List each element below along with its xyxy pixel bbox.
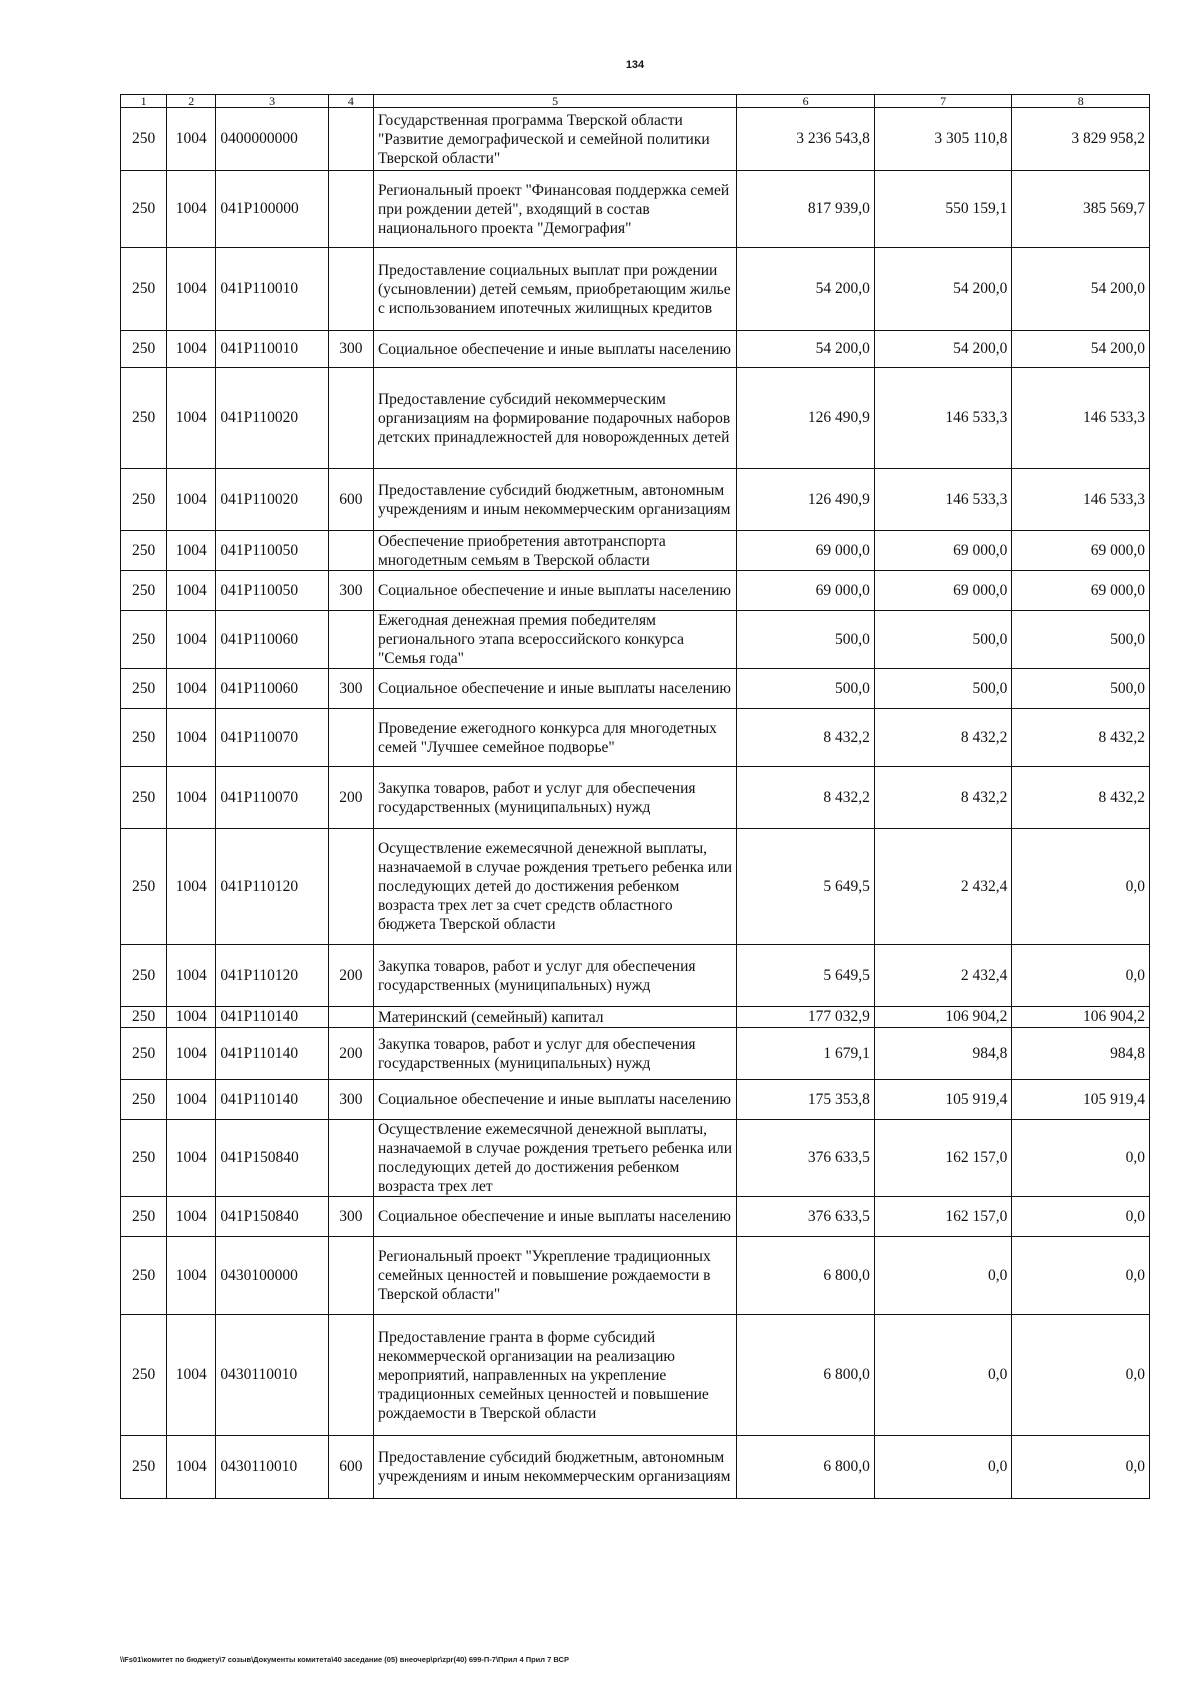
expense-type-cell: 200 xyxy=(328,945,373,1007)
table-row xyxy=(121,1436,1150,1499)
description-cell: Осуществление ежемесячной денежной выплаты, назначаемой в случае рождения третьего ребенка или последующих детей до достижения ребенком возраста трех лет xyxy=(373,1120,736,1197)
amount-2026-cell: 105 919,4 xyxy=(874,1080,1012,1120)
target-article-cell: 041P110120 xyxy=(216,829,328,945)
account-code-cell: 250 xyxy=(121,1315,167,1436)
table-row xyxy=(121,368,1150,469)
amount-2026-cell: 3 305 110,8 xyxy=(874,108,1012,171)
section-code-cell: 1004 xyxy=(167,767,216,829)
account-code-cell: 250 xyxy=(121,1028,167,1080)
table-row xyxy=(121,331,1150,368)
target-article-cell: 0430100000 xyxy=(216,1237,328,1315)
amount-2025-cell: 69 000,0 xyxy=(737,571,875,611)
table-row xyxy=(121,248,1150,331)
target-article-cell: 041P110070 xyxy=(216,709,328,767)
column-header: 7 xyxy=(874,95,1012,108)
section-code-cell: 1004 xyxy=(167,331,216,368)
column-header: 4 xyxy=(328,95,373,108)
table-row xyxy=(121,767,1150,829)
target-article-cell: 041P150840 xyxy=(216,1197,328,1237)
table-row xyxy=(121,1007,1150,1028)
section-code-cell: 1004 xyxy=(167,469,216,531)
table-row xyxy=(121,669,1150,709)
expense-type-cell xyxy=(328,171,373,248)
amount-2027-cell: 0,0 xyxy=(1012,945,1150,1007)
amount-2026-cell: 162 157,0 xyxy=(874,1197,1012,1237)
section-code-cell: 1004 xyxy=(167,669,216,709)
description-cell: Социальное обеспечение и иные выплаты населению xyxy=(373,669,736,709)
target-article-cell: 041P110070 xyxy=(216,767,328,829)
page-number: 134 xyxy=(625,59,645,71)
account-code-cell: 250 xyxy=(121,611,167,669)
amount-2025-cell: 177 032,9 xyxy=(737,1007,875,1028)
table-row xyxy=(121,108,1150,171)
description-cell: Материнский (семейный) капитал xyxy=(373,1007,736,1028)
amount-2025-cell: 817 939,0 xyxy=(737,171,875,248)
amount-2025-cell: 5 649,5 xyxy=(737,945,875,1007)
amount-2025-cell: 500,0 xyxy=(737,669,875,709)
amount-2027-cell: 500,0 xyxy=(1012,611,1150,669)
amount-2025-cell: 500,0 xyxy=(737,611,875,669)
description-cell: Социальное обеспечение и иные выплаты населению xyxy=(373,331,736,368)
table-row xyxy=(121,171,1150,248)
target-article-cell: 041P110020 xyxy=(216,368,328,469)
amount-2025-cell: 126 490,9 xyxy=(737,469,875,531)
amount-2025-cell: 5 649,5 xyxy=(737,829,875,945)
section-code-cell: 1004 xyxy=(167,829,216,945)
account-code-cell: 250 xyxy=(121,368,167,469)
description-cell: Региональный проект "Финансовая поддержка семей при рождении детей", входящий в состав национального проекта "Демография" xyxy=(373,171,736,248)
amount-2025-cell: 1 679,1 xyxy=(737,1028,875,1080)
amount-2026-cell: 8 432,2 xyxy=(874,767,1012,829)
column-header: 6 xyxy=(737,95,875,108)
amount-2027-cell: 69 000,0 xyxy=(1012,571,1150,611)
table-row xyxy=(121,571,1150,611)
expense-type-cell: 300 xyxy=(328,1197,373,1237)
amount-2027-cell: 0,0 xyxy=(1012,1436,1150,1499)
section-code-cell: 1004 xyxy=(167,1315,216,1436)
section-code-cell: 1004 xyxy=(167,1007,216,1028)
table-row xyxy=(121,531,1150,571)
account-code-cell: 250 xyxy=(121,945,167,1007)
table-row xyxy=(121,1028,1150,1080)
amount-2025-cell: 8 432,2 xyxy=(737,709,875,767)
target-article-cell: 041P110050 xyxy=(216,531,328,571)
account-code-cell: 250 xyxy=(121,108,167,171)
amount-2025-cell: 175 353,8 xyxy=(737,1080,875,1120)
amount-2026-cell: 162 157,0 xyxy=(874,1120,1012,1197)
expense-type-cell xyxy=(328,1237,373,1315)
amount-2025-cell: 69 000,0 xyxy=(737,531,875,571)
description-cell: Проведение ежегодного конкурса для многодетных семей "Лучшее семейное подворье" xyxy=(373,709,736,767)
description-cell: Закупка товаров, работ и услуг для обеспечения государственных (муниципальных) нужд xyxy=(373,767,736,829)
amount-2026-cell: 69 000,0 xyxy=(874,571,1012,611)
section-code-cell: 1004 xyxy=(167,171,216,248)
account-code-cell: 250 xyxy=(121,531,167,571)
amount-2025-cell: 126 490,9 xyxy=(737,368,875,469)
amount-2026-cell: 54 200,0 xyxy=(874,248,1012,331)
expense-type-cell xyxy=(328,709,373,767)
account-code-cell: 250 xyxy=(121,571,167,611)
expense-type-cell: 600 xyxy=(328,469,373,531)
amount-2026-cell: 69 000,0 xyxy=(874,531,1012,571)
expense-type-cell xyxy=(328,829,373,945)
amount-2027-cell: 0,0 xyxy=(1012,1197,1150,1237)
amount-2026-cell: 146 533,3 xyxy=(874,368,1012,469)
account-code-cell: 250 xyxy=(121,1007,167,1028)
expense-type-cell xyxy=(328,248,373,331)
account-code-cell: 250 xyxy=(121,1080,167,1120)
description-cell: Ежегодная денежная премия победителям регионального этапа всероссийского конкурса "Семья года" xyxy=(373,611,736,669)
amount-2027-cell: 0,0 xyxy=(1012,1315,1150,1436)
description-cell: Предоставление субсидий бюджетным, автономным учреждениям и иным некоммерческим организациям xyxy=(373,1436,736,1499)
target-article-cell: 041P110050 xyxy=(216,571,328,611)
amount-2027-cell: 385 569,7 xyxy=(1012,171,1150,248)
table-row xyxy=(121,1197,1150,1237)
amount-2025-cell: 6 800,0 xyxy=(737,1436,875,1499)
section-code-cell: 1004 xyxy=(167,1237,216,1315)
section-code-cell: 1004 xyxy=(167,571,216,611)
account-code-cell: 250 xyxy=(121,1197,167,1237)
account-code-cell: 250 xyxy=(121,1237,167,1315)
target-article-cell: 041P110060 xyxy=(216,611,328,669)
amount-2026-cell: 54 200,0 xyxy=(874,331,1012,368)
description-cell: Региональный проект "Укрепление традиционных семейных ценностей и повышение рождаемости в Тверской области" xyxy=(373,1237,736,1315)
description-cell: Предоставление гранта в форме субсидий некоммерческой организации на реализацию мероприятий, направленных на укрепление традиционных семейных ценностей и повышение рождаемости в Тверской области xyxy=(373,1315,736,1436)
description-cell: Социальное обеспечение и иные выплаты населению xyxy=(373,1080,736,1120)
target-article-cell: 041P110010 xyxy=(216,331,328,368)
target-article-cell: 0430110010 xyxy=(216,1315,328,1436)
description-cell: Закупка товаров, работ и услуг для обеспечения государственных (муниципальных) нужд xyxy=(373,945,736,1007)
amount-2027-cell: 146 533,3 xyxy=(1012,368,1150,469)
expense-type-cell xyxy=(328,1007,373,1028)
account-code-cell: 250 xyxy=(121,171,167,248)
amount-2027-cell: 984,8 xyxy=(1012,1028,1150,1080)
expense-type-cell xyxy=(328,531,373,571)
description-cell: Предоставление субсидий некоммерческим организациям на формирование подарочных наборов детских принадлежностей для новорожденных детей xyxy=(373,368,736,469)
table-row xyxy=(121,829,1150,945)
amount-2027-cell: 105 919,4 xyxy=(1012,1080,1150,1120)
description-cell: Социальное обеспечение и иные выплаты населению xyxy=(373,571,736,611)
account-code-cell: 250 xyxy=(121,829,167,945)
account-code-cell: 250 xyxy=(121,248,167,331)
table-row xyxy=(121,945,1150,1007)
expense-type-cell xyxy=(328,1315,373,1436)
description-cell: Закупка товаров, работ и услуг для обеспечения государственных (муниципальных) нужд xyxy=(373,1028,736,1080)
description-cell: Социальное обеспечение и иные выплаты населению xyxy=(373,1197,736,1237)
expense-type-cell: 200 xyxy=(328,767,373,829)
amount-2025-cell: 54 200,0 xyxy=(737,248,875,331)
amount-2025-cell: 6 800,0 xyxy=(737,1315,875,1436)
table-row xyxy=(121,709,1150,767)
account-code-cell: 250 xyxy=(121,469,167,531)
column-number-row xyxy=(121,95,1150,108)
amount-2026-cell: 550 159,1 xyxy=(874,171,1012,248)
expense-type-cell xyxy=(328,611,373,669)
amount-2027-cell: 500,0 xyxy=(1012,669,1150,709)
description-cell: Предоставление социальных выплат при рождении (усыновлении) детей семьям, приобретающим жилье с использованием ипотечных жилищных кредитов xyxy=(373,248,736,331)
amount-2027-cell: 0,0 xyxy=(1012,829,1150,945)
column-header: 8 xyxy=(1012,95,1150,108)
target-article-cell: 041P110120 xyxy=(216,945,328,1007)
target-article-cell: 041P110010 xyxy=(216,248,328,331)
amount-2025-cell: 376 633,5 xyxy=(737,1120,875,1197)
description-cell: Предоставление субсидий бюджетным, автономным учреждениям и иным некоммерческим организациям xyxy=(373,469,736,531)
account-code-cell: 250 xyxy=(121,1436,167,1499)
section-code-cell: 1004 xyxy=(167,1197,216,1237)
amount-2026-cell: 500,0 xyxy=(874,611,1012,669)
table-row xyxy=(121,1237,1150,1315)
table-row xyxy=(121,611,1150,669)
amount-2026-cell: 0,0 xyxy=(874,1315,1012,1436)
amount-2027-cell: 146 533,3 xyxy=(1012,469,1150,531)
target-article-cell: 0400000000 xyxy=(216,108,328,171)
amount-2027-cell: 8 432,2 xyxy=(1012,767,1150,829)
account-code-cell: 250 xyxy=(121,767,167,829)
amount-2026-cell: 146 533,3 xyxy=(874,469,1012,531)
amount-2025-cell: 6 800,0 xyxy=(737,1237,875,1315)
amount-2026-cell: 2 432,4 xyxy=(874,945,1012,1007)
amount-2027-cell: 8 432,2 xyxy=(1012,709,1150,767)
amount-2026-cell: 984,8 xyxy=(874,1028,1012,1080)
section-code-cell: 1004 xyxy=(167,531,216,571)
amount-2026-cell: 8 432,2 xyxy=(874,709,1012,767)
amount-2026-cell: 500,0 xyxy=(874,669,1012,709)
section-code-cell: 1004 xyxy=(167,1080,216,1120)
amount-2027-cell: 54 200,0 xyxy=(1012,248,1150,331)
amount-2027-cell: 54 200,0 xyxy=(1012,331,1150,368)
target-article-cell: 041P150840 xyxy=(216,1120,328,1197)
section-code-cell: 1004 xyxy=(167,368,216,469)
expense-type-cell xyxy=(328,108,373,171)
target-article-cell: 0430110010 xyxy=(216,1436,328,1499)
section-code-cell: 1004 xyxy=(167,945,216,1007)
account-code-cell: 250 xyxy=(121,669,167,709)
amount-2026-cell: 106 904,2 xyxy=(874,1007,1012,1028)
amount-2025-cell: 376 633,5 xyxy=(737,1197,875,1237)
account-code-cell: 250 xyxy=(121,1120,167,1197)
section-code-cell: 1004 xyxy=(167,1028,216,1080)
amount-2027-cell: 0,0 xyxy=(1012,1237,1150,1315)
section-code-cell: 1004 xyxy=(167,709,216,767)
amount-2026-cell: 2 432,4 xyxy=(874,829,1012,945)
amount-2027-cell: 106 904,2 xyxy=(1012,1007,1150,1028)
table-row xyxy=(121,469,1150,531)
expense-type-cell: 600 xyxy=(328,1436,373,1499)
amount-2025-cell: 54 200,0 xyxy=(737,331,875,368)
target-article-cell: 041P110020 xyxy=(216,469,328,531)
amount-2027-cell: 3 829 958,2 xyxy=(1012,108,1150,171)
expense-type-cell: 200 xyxy=(328,1028,373,1080)
description-cell: Обеспечение приобретения автотранспорта многодетным семьям в Тверской области xyxy=(373,531,736,571)
expense-type-cell: 300 xyxy=(328,1080,373,1120)
expense-type-cell: 300 xyxy=(328,331,373,368)
column-header: 1 xyxy=(121,95,167,108)
table-row xyxy=(121,1315,1150,1436)
amount-2025-cell: 8 432,2 xyxy=(737,767,875,829)
section-code-cell: 1004 xyxy=(167,1120,216,1197)
amount-2027-cell: 0,0 xyxy=(1012,1120,1150,1197)
section-code-cell: 1004 xyxy=(167,108,216,171)
table-body xyxy=(121,108,1150,1499)
column-header: 2 xyxy=(167,95,216,108)
amount-2025-cell: 3 236 543,8 xyxy=(737,108,875,171)
section-code-cell: 1004 xyxy=(167,248,216,331)
target-article-cell: 041P110140 xyxy=(216,1007,328,1028)
amount-2027-cell: 69 000,0 xyxy=(1012,531,1150,571)
target-article-cell: 041P110140 xyxy=(216,1080,328,1120)
budget-table xyxy=(120,94,1150,1499)
table-row xyxy=(121,1080,1150,1120)
section-code-cell: 1004 xyxy=(167,1436,216,1499)
amount-2026-cell: 0,0 xyxy=(874,1237,1012,1315)
expense-type-cell: 300 xyxy=(328,571,373,611)
target-article-cell: 041P110060 xyxy=(216,669,328,709)
amount-2026-cell: 0,0 xyxy=(874,1436,1012,1499)
column-header: 5 xyxy=(373,95,736,108)
account-code-cell: 250 xyxy=(121,331,167,368)
file-path-footer: \\Fs01\комитет по бюджету\7 созыв\Документы комитета\40 заседание (05) внеочер\pr\zpr(40) 699-П-7\Прил 4 Прил 7 ВСР xyxy=(120,1655,569,1664)
description-cell: Осуществление ежемесячной денежной выплаты, назначаемой в случае рождения третьего ребенка или последующих детей до достижения ребенком возраста трех лет за счет средств областного бюджета Тверской области xyxy=(373,829,736,945)
section-code-cell: 1004 xyxy=(167,611,216,669)
account-code-cell: 250 xyxy=(121,709,167,767)
target-article-cell: 041P100000 xyxy=(216,171,328,248)
description-cell: Государственная программа Тверской области "Развитие демографической и семейной политики Тверской области" xyxy=(373,108,736,171)
table-row xyxy=(121,1120,1150,1197)
expense-type-cell xyxy=(328,1120,373,1197)
target-article-cell: 041P110140 xyxy=(216,1028,328,1080)
expense-type-cell: 300 xyxy=(328,669,373,709)
column-header: 3 xyxy=(216,95,328,108)
expense-type-cell xyxy=(328,368,373,469)
